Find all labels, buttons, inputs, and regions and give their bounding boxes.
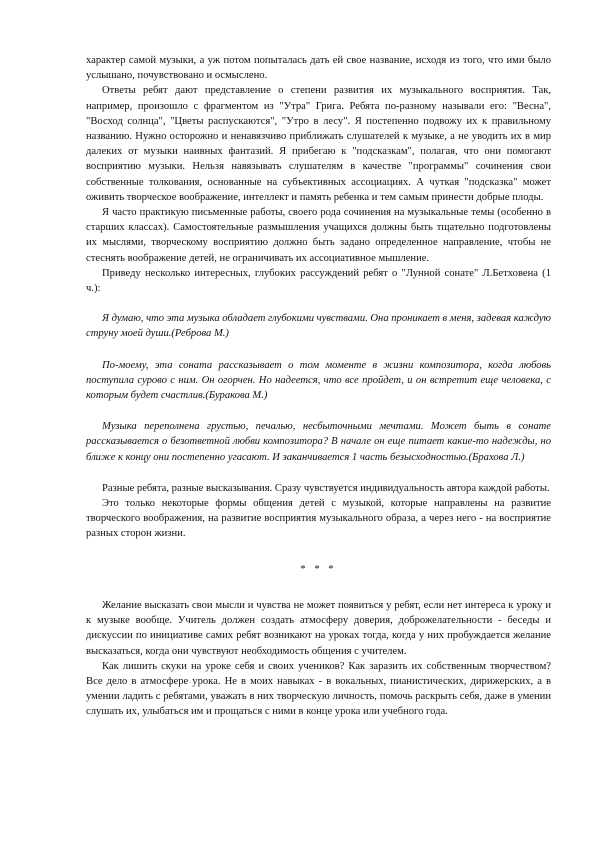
paragraph-boredom: Как лишить скуки на уроке себя и своих учеников? Как заразить их собственным творчеством? Все дело в атмосфере урока. Не в моих навыках - в вокальных, пианистических, дирижерских, а в умении ладить с ребятами, уважать в них творческую личность, помочь раскрыть себя, даже в умении слушать их, улыбаться им и прощаться с ними в конце урока или учебного года. xyxy=(86,660,551,718)
quote-burakova: По-моему, эта соната рассказывает о том моменте в жизни композитора, когда любовь поступила сурово с ним. Он огорчен. Но надеется, что все пройдет, и он встретит еще человека, с которым будет счастлив.(Буракова М.) xyxy=(86,359,551,402)
paragraph-forms-of-communication: Это только некоторые формы общения детей с музыкой, которые направлены на развитие творческого воображения, на развитие восприятия музыкального образа, а через него - на восприятие разных сторон жизни. xyxy=(86,498,551,540)
quote-brakhova: Музыка переполнена грустью, печалью, несбыточными мечтами. Может быть в сонате рассказывается о безответной любви композитора? В начале он еще питает какие-то надежды, но ближе к концу они постепенно угасают. И заканчивается 1 часть безысходностью.(Брахова Л.) xyxy=(86,421,551,463)
paragraph-answers: Ответы ребят дают представление о степени развития их музыкального восприятия. Так, например, произошло с фрагментом из "Утра" Грига. Ребята по-разному называли его: "Весна", "Восход солнца", "Цветы распускаются", "Утро в лесу". Я постепенно подвожу их к правильному названию. Нужно осторожно и ненавязчиво приближать слушателей к музыке, а не уводить их в мир далеких от музыки наивных фантазий. Я прибегаю к "подсказкам", полагая, что они помогают восприятию музыки. Нельзя навязывать слушателям в качестве "программы" сочинения свои собственные толкования, основанные на субъективных ассоциациях. А чуткая "подсказка" может оживить творческое воображение, интеллект и память ребенка и тем самым принести добрые плоды. xyxy=(86,85,551,203)
section-separator: * * * xyxy=(300,563,337,575)
paragraph-different-children: Разные ребята, разные высказывания. Сразу чувствуется индивидуальность автора каждой работы. xyxy=(102,482,550,494)
quote-reprova: Я думаю, что эта музыка обладает глубокими чувствами. Она проникает в меня, задевая каждую струну моей души.(Реброва М.) xyxy=(86,313,551,340)
paragraph-desire-to-express: Желание высказать свои мысли и чувства не может появиться у ребят, если нет интереса к уроку и к музыке вообще. Учитель должен создать атмосферу доверия, доброжелательности - беседы и дискуссии по инициативе самих ребят возникают на уроках тогда, когда у них пробуждается желание высказаться, когда они чувствуют необходимость общения с учителем. xyxy=(86,599,551,657)
paragraph-continuation: характер самой музыки, а уж потом попыталась дать ей свое название, исходя из того, что ими было услышано, почувствовано и осмыслено. xyxy=(86,55,551,82)
document-page xyxy=(86,53,551,720)
paragraph-intro-quotes: Приведу несколько интересных, глубоких рассуждений ребят о "Лунной сонате" Л.Бетховена (1 ч.): xyxy=(86,267,551,295)
paragraph-written-works: Я часто практикую письменные работы, своего рода сочинения на музыкальные темы (особенно в старших классах). Самостоятельные размышления учащихся должны быть тщательно подготовлены их мыслями, творческому восприятию должно быть задано определенное направление, чтобы не стеснять воображение детей, не ограничивать их ассоциативное мышление. xyxy=(86,207,551,264)
